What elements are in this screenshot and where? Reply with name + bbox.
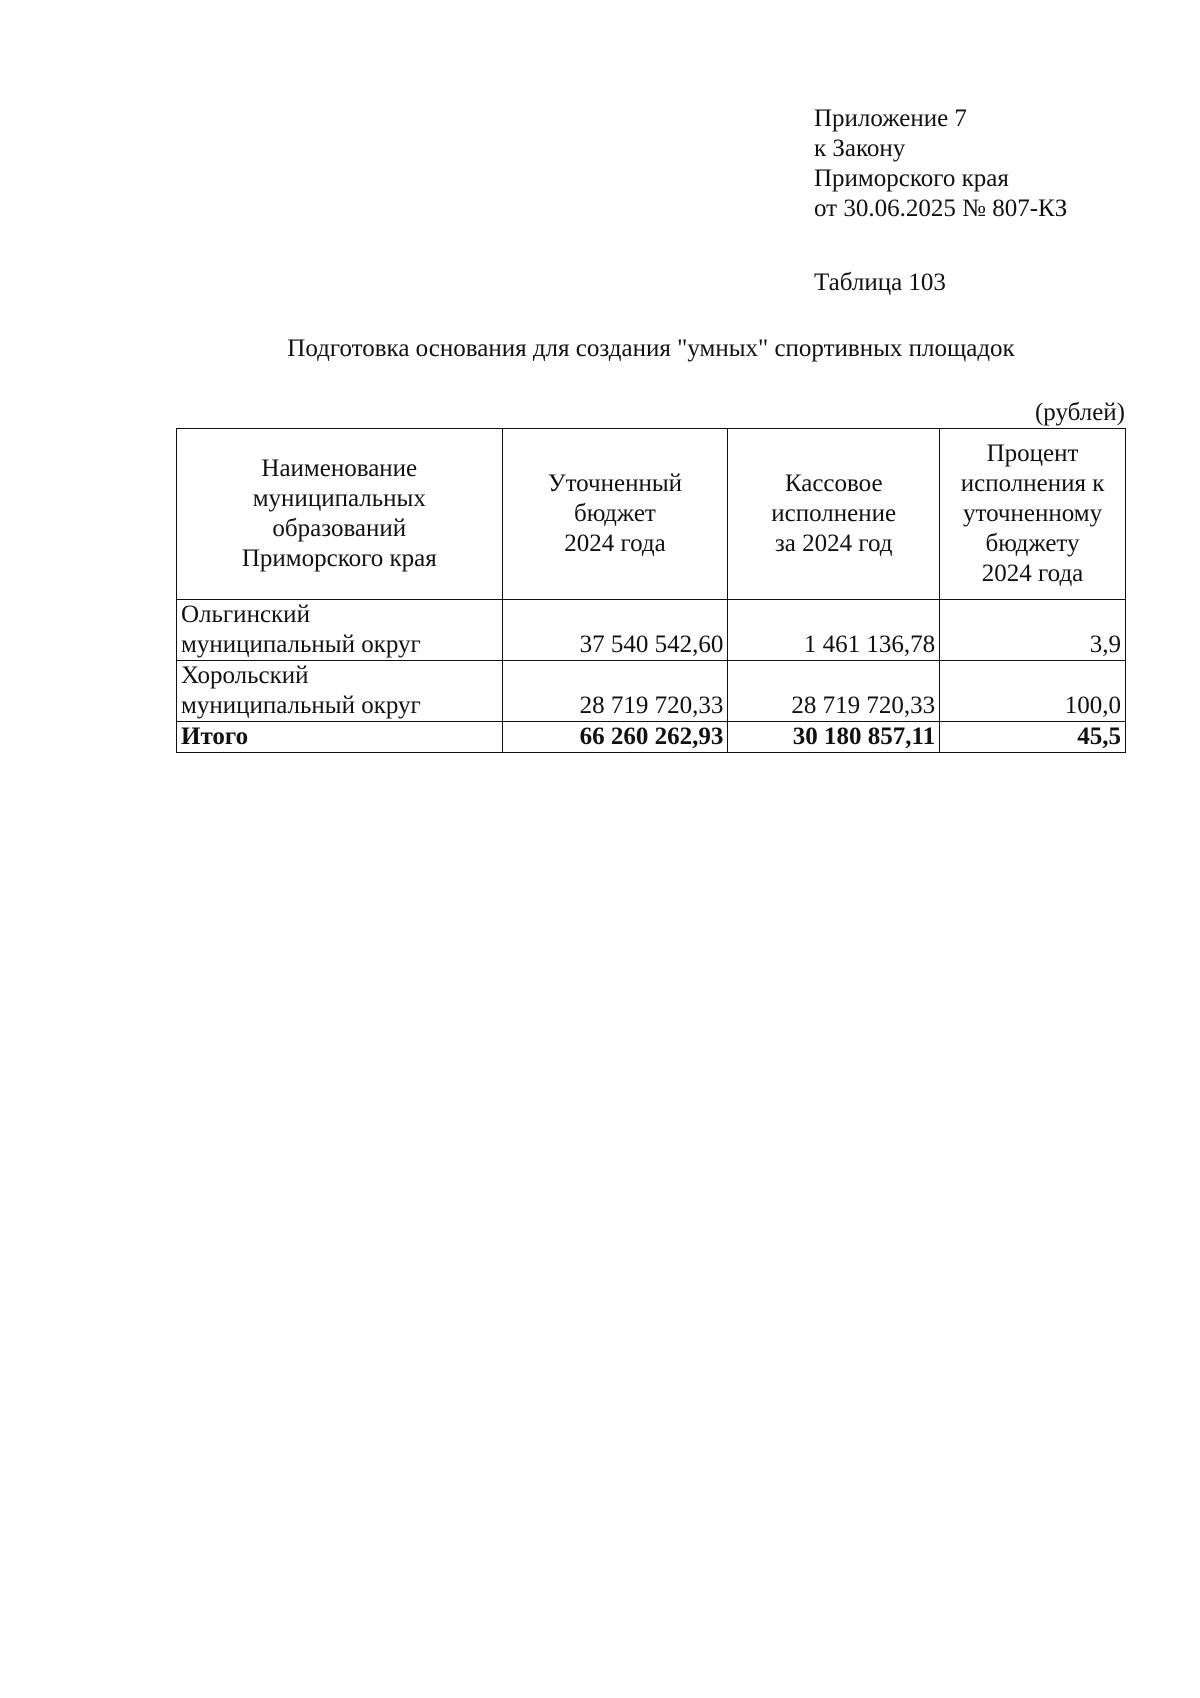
percent-value: 100,0 — [940, 661, 1126, 722]
table-row — [177, 661, 1126, 722]
budget-value: 37 540 542,60 — [502, 600, 728, 661]
execution-value: 1 461 136,78 — [728, 600, 940, 661]
execution-value: 28 719 720,33 — [728, 661, 940, 722]
total-percent-value: 45,5 — [940, 722, 1126, 753]
total-row — [177, 722, 1126, 753]
budget-table — [176, 428, 1126, 753]
column-header-municipality: Наименование муниципальных образований Приморского края — [177, 429, 503, 600]
total-budget-value: 66 260 262,93 — [502, 722, 728, 753]
appendix-reference — [814, 104, 1067, 224]
units-label: (рублей) — [1034, 399, 1125, 426]
percent-value: 3,9 — [940, 600, 1126, 661]
document-title: Подготовка основания для создания "умных" спортивных площадок — [287, 335, 1015, 362]
table-row — [177, 600, 1126, 661]
municipality-name: Ольгинский муниципальный округ — [177, 600, 503, 661]
total-execution-value: 30 180 857,11 — [728, 722, 940, 753]
table-header-row — [177, 429, 1126, 600]
appendix-line: к Закону — [814, 135, 906, 162]
total-label: Итого — [177, 722, 503, 753]
budget-value: 28 719 720,33 — [502, 661, 728, 722]
appendix-line: от 30.06.2025 № 807-КЗ — [814, 195, 1068, 222]
column-header-budget: Уточненный бюджет 2024 года — [502, 429, 728, 600]
column-header-execution: Кассовое исполнение за 2024 год — [728, 429, 940, 600]
table-number: Таблица 103 — [814, 269, 946, 296]
appendix-line: Приложение 7 — [814, 105, 967, 132]
municipality-name: Хорольский муниципальный округ — [177, 661, 503, 722]
column-header-percent: Процент исполнения к уточненному бюджету 2024 года — [940, 429, 1126, 600]
appendix-line: Приморского края — [814, 165, 1009, 192]
